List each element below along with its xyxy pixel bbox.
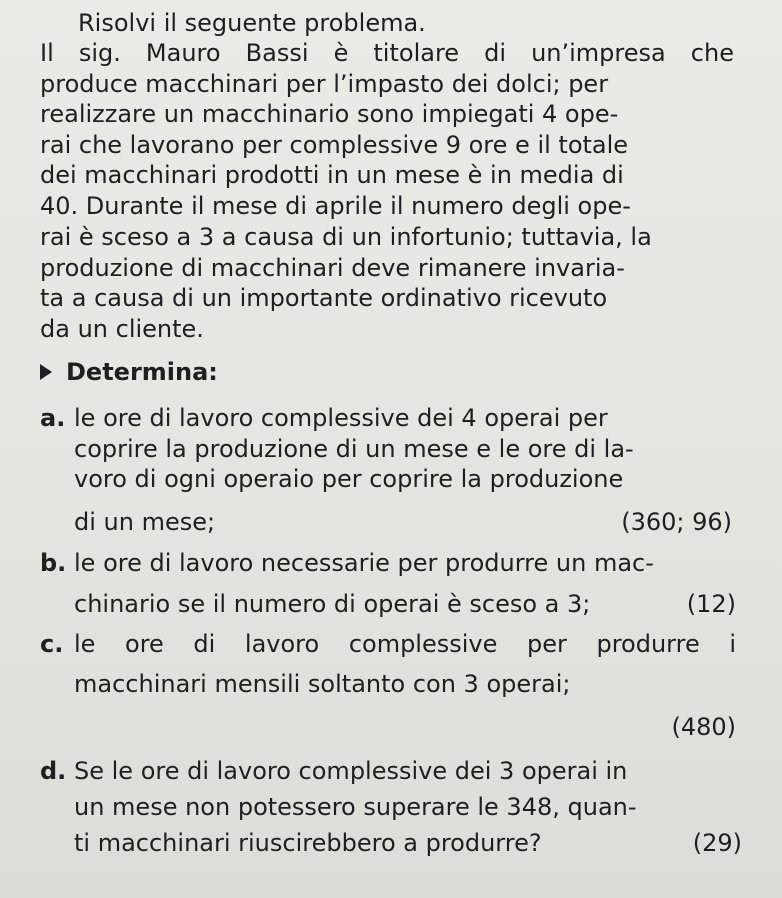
item-d-letter: d.: [40, 757, 67, 785]
item-c-line-1: le ore di lavoro complessive per produrre i: [74, 630, 736, 658]
item-c-letter: c.: [40, 630, 64, 658]
determina-heading-row: [40, 356, 218, 388]
item-a-letter: a.: [40, 404, 66, 432]
item-b-letter: b.: [40, 549, 67, 577]
problem-text-line-6: 40. Durante il mese di aprile il numero degli ope-: [40, 192, 631, 220]
intro-line: Risolvi il seguente problema.: [78, 9, 426, 37]
problem-text-line-2: produce macchinari per l’impasto dei dolci; per: [40, 70, 609, 98]
item-b-answer: (12): [686, 590, 736, 618]
triangle-bullet-icon: [40, 364, 52, 380]
item-d-line-2: un mese non potessero superare le 348, quan-: [74, 793, 637, 821]
item-a-line-1: le ore di lavoro complessive dei 4 operai per: [74, 404, 608, 432]
problem-text-line-3: realizzare un macchinario sono impiegati 4 ope-: [40, 100, 619, 128]
item-c-answer: (480): [671, 713, 736, 741]
item-d-answer: (29): [692, 829, 742, 857]
problem-text-line-5: dei macchinari prodotti in un mese è in media di: [40, 161, 624, 189]
item-a-line-3: voro di ogni operaio per coprire la produzione: [74, 465, 624, 493]
item-d-line-1: Se le ore di lavoro complessive dei 3 operai in: [74, 757, 628, 785]
problem-text-line-9: ta a causa di un importante ordinativo ricevuto: [40, 284, 608, 312]
item-b-line-2: chinario se il numero di operai è sceso a 3;: [74, 590, 591, 618]
problem-text-line-4: rai che lavorano per complessive 9 ore e il totale: [40, 131, 629, 159]
item-a-answer: (360; 96): [621, 508, 732, 536]
item-a-line-2: coprire la produzione di un mese e le ore di la-: [74, 435, 634, 463]
problem-text-line-1: Il sig. Mauro Bassi è titolare di un’impresa che: [40, 39, 734, 67]
problem-text-line-7: rai è sceso a 3 a causa di un infortunio; tuttavia, la: [40, 223, 652, 251]
determina-heading: Determina:: [66, 358, 218, 386]
item-c-line-2: macchinari mensili soltanto con 3 operai;: [74, 670, 571, 698]
problem-text-line-10: da un cliente.: [40, 315, 204, 343]
item-b-line-1: le ore di lavoro necessarie per produrre un mac-: [74, 549, 654, 577]
problem-text-line-8: produzione di macchinari deve rimanere invaria-: [40, 254, 625, 282]
item-a-line-4: di un mese;: [74, 508, 216, 536]
item-d-line-3: ti macchinari riuscirebbero a produrre?: [74, 829, 542, 857]
